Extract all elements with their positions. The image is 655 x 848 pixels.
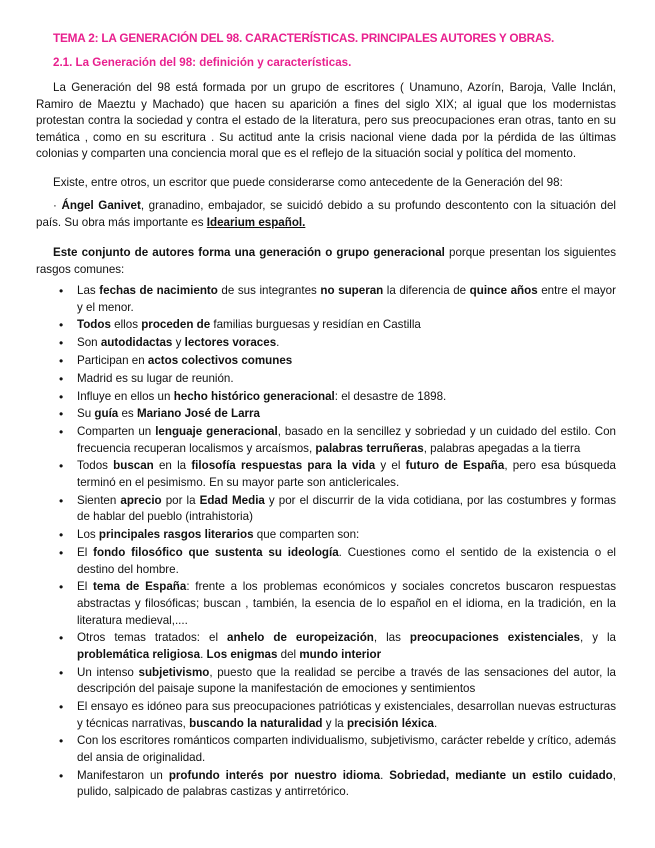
list-item-text: Un intenso <box>77 665 139 679</box>
list-item-bold-text: anhelo de europeización <box>227 631 374 645</box>
list-item-text: , pulido, salpicado de palabras castizas y antirretórico. <box>77 768 617 799</box>
bullet-icon: • <box>59 284 64 298</box>
list-item-bold-text: Sobriedad, mediante un estilo cuidado <box>389 768 613 782</box>
list-item-text: : frente a los problemas económicos y sociales concretos buscaron respuestas abstractas y filosóficas; buscan , también, la esencia de lo español en el idioma, en la tradición, en la literatura medieval,.... <box>77 580 616 627</box>
bullet-icon: • <box>59 580 64 595</box>
bullet-icon: • <box>59 407 64 422</box>
list-item-text: Los <box>77 528 99 542</box>
list-item-text: y el <box>375 459 406 473</box>
list-item-bold-text: Edad Media <box>199 493 265 507</box>
list-item <box>36 283 616 316</box>
list-item-bold-text: preocupaciones existenciales <box>409 631 580 645</box>
list-item-text: y <box>172 336 185 350</box>
list-item <box>36 665 616 698</box>
document-title: TEMA 2: LA GENERACIÓN DEL 98. CARACTERÍSTICAS. PRINCIPALES AUTORES Y OBRAS. <box>53 31 555 45</box>
bullet-icon: • <box>59 665 64 680</box>
list-item-bold-text: futuro de España <box>405 459 505 473</box>
list-item-bold-text: proceden de <box>141 318 211 332</box>
list-item-bold-text: problemática religiosa <box>77 647 201 661</box>
list-item-text: por la <box>161 493 200 507</box>
list-item <box>36 493 616 526</box>
list-item-text: El <box>77 580 94 594</box>
bullet-icon: • <box>59 700 64 715</box>
ganivet-name: Ángel Ganivet <box>61 199 141 212</box>
list-item <box>36 458 616 491</box>
list-item-bold-text: Mariano José de Larra <box>136 407 261 421</box>
traits-list <box>36 283 616 802</box>
list-item-bold-text: Todos <box>77 318 111 332</box>
list-item-text: . <box>433 716 438 730</box>
list-item-text: Influye en ellos un <box>77 389 174 403</box>
list-item-bold-text: aprecio <box>120 493 162 507</box>
list-item-bold-text: subjetivismo <box>138 665 210 679</box>
list-item-text: Con los escritores románticos comparten individualismo, subjetivismo, carácter rebelde y crítico, además del ansia de originalidad. <box>77 734 616 765</box>
section-heading: 2.1. La Generación del 98: definición y características. <box>53 56 352 69</box>
list-item-bold-text: actos colectivos comunes <box>147 353 293 367</box>
list-item <box>36 353 616 370</box>
list-item-bold-text: buscando la naturalidad <box>189 716 323 730</box>
list-item-text: y la <box>322 716 347 730</box>
bullet-icon: • <box>59 545 64 560</box>
list-item-text: de sus integrantes <box>217 284 321 297</box>
bullet-icon: • <box>59 371 64 386</box>
list-item-text: entre el mayor y el menor. <box>77 284 616 314</box>
list-item <box>36 335 616 352</box>
bullet-icon: • <box>59 318 64 333</box>
bullet-icon: • <box>59 459 64 474</box>
list-item-bold-text: fondo filosófico que sustenta su ideología <box>93 545 339 559</box>
list-item-bold-text: principales rasgos literarios <box>98 528 254 542</box>
bullet-icon: • <box>59 389 64 404</box>
list-item-bold-text: filosofía respuestas para la vida <box>191 459 376 473</box>
list-item <box>36 545 616 578</box>
list-item-text: es <box>118 407 137 421</box>
list-item-bold-text: fechas de nacimiento <box>99 284 218 297</box>
list-item-text: Madrid es su lugar de reunión. <box>77 371 234 385</box>
list-item-text: en la <box>153 459 192 473</box>
list-item-text: , basado en la sencillez y sobriedad y un cuidado del estilo. Con frecuencia recuperan localismos y arcaísmos, <box>77 425 616 455</box>
paragraph-ganivet <box>36 198 616 231</box>
ganivet-work: Idearium español. <box>206 215 306 229</box>
list-item-bold-text: Los enigmas <box>206 647 278 661</box>
list-item-bold-text: profundo interés por nuestro idioma <box>168 768 381 782</box>
list-item-text: . <box>380 768 390 782</box>
list-item-text: , pero esa búsqueda terminó en el pesimismo. En su mayor parte son anticlericales. <box>77 459 616 490</box>
bullet-icon: • <box>59 493 64 508</box>
list-item <box>36 371 616 388</box>
list-item-text: , puesto que la realidad se percibe a través de las sensaciones del autor, la descripción del paisaje supone la manifestación de emociones y sentimientos <box>77 665 616 696</box>
list-item-bold-text: autodidactas <box>100 336 173 350</box>
bullet-icon: • <box>59 425 64 440</box>
generation-statement: Este conjunto de autores forma una generación o grupo generacional <box>53 246 445 259</box>
list-item-text: Sienten <box>77 493 121 507</box>
bullet-icon: • <box>59 528 64 543</box>
bullet-icon: • <box>59 353 64 368</box>
list-item <box>36 768 616 801</box>
list-item-bold-text: lectores voraces <box>184 336 277 350</box>
list-item-text: , y la <box>579 631 617 645</box>
list-item <box>36 317 616 334</box>
ganivet-prefix: · <box>53 199 62 212</box>
list-item-text: . <box>276 336 280 350</box>
list-item <box>36 699 616 732</box>
list-item-text: Participan en <box>77 353 148 367</box>
list-item <box>36 424 616 457</box>
list-item-text: . Cuestiones como el sentido de la existencia o el destino del hombre. <box>77 545 617 576</box>
list-item <box>36 579 616 629</box>
list-item-text: Las <box>77 284 100 297</box>
list-item-text: Su <box>77 407 95 421</box>
bullet-icon: • <box>59 768 64 783</box>
list-item-bold-text: precisión léxica <box>346 716 434 730</box>
list-item-bold-text: no superan <box>320 284 384 297</box>
list-item-text: El ensayo es idóneo para sus preocupaciones patrióticas y existenciales, desarrollan nuevas estructuras y técnicas narrativas, <box>77 700 616 730</box>
bullet-icon: • <box>59 631 64 646</box>
list-item-text: , las <box>373 631 410 645</box>
list-item-text: El <box>77 545 94 559</box>
generation-statement-rest: porque presentan los siguientes rasgos comunes: <box>36 246 616 276</box>
bullet-icon: • <box>59 734 64 749</box>
paragraph-generation-traits <box>36 245 616 278</box>
list-item-text: Otros temas tratados: el <box>77 631 228 645</box>
list-item-bold-text: buscan <box>113 459 154 473</box>
list-item-text: del <box>277 647 300 661</box>
paragraph-definition: La Generación del 98 está formada por un grupo de escritores ( Unamuno, Azorín, Baroja, Valle Inclán, Ramiro de Maeztu y Machado) que hacen su aparición a fines del siglo XIX; al igual que los modernistas protestan contra la sociedad y contra el estado de la literatura, pero sus preocupaciones eran otras, tanto en su temática , como en su escritura . Su actitud ante la crisis nacional viene dada por la pérdida de las últimas colonias y comparten una conciencia moral que es el reflejo de la situación social y política del momento. <box>36 81 616 161</box>
list-item-text: Son <box>77 336 101 350</box>
list-item <box>36 406 616 423</box>
list-item-text: y por el discurrir de la vida cotidiana, por las costumbres y formas de hablar del pueblo (intrahistoria) <box>77 493 616 524</box>
list-item-text: . <box>200 647 207 661</box>
list-item-text: Todos <box>77 459 114 473</box>
list-item-text: : el desastre de 1898. <box>334 389 447 403</box>
bullet-icon: • <box>59 336 64 351</box>
list-item <box>36 630 616 663</box>
ganivet-text: , granadino, embajador, se suicidó debido a su profundo descontento con la situación del país. Su obra más importante es <box>36 199 616 229</box>
list-item-bold-text: hecho histórico generacional <box>173 389 335 403</box>
list-item-text: familias burguesas y residían en Castilla <box>210 318 421 332</box>
list-item-text: , palabras apegadas a la tierra <box>423 441 581 455</box>
list-item-text: ellos <box>110 318 142 332</box>
list-item-bold-text: palabras terruñeras <box>315 441 424 455</box>
list-item-bold-text: tema de España <box>93 580 187 594</box>
list-item <box>36 389 616 406</box>
list-item <box>36 733 616 766</box>
list-item-bold-text: guía <box>94 407 119 421</box>
paragraph-antecedent-intro: Existe, entre otros, un escritor que puede considerarse como antecedente de la Generación del 98: <box>53 176 563 189</box>
list-item-bold-text: lenguaje generacional <box>155 425 278 439</box>
list-item-bold-text: mundo interior <box>299 647 382 661</box>
list-item <box>36 527 616 544</box>
list-item-bold-text: quince años <box>469 284 538 297</box>
list-item-text: la diferencia de <box>383 284 470 297</box>
list-item-text: que comparten son: <box>253 528 360 542</box>
list-item-text: Comparten un <box>77 425 156 439</box>
list-item-text: Manifestaron un <box>77 768 169 782</box>
